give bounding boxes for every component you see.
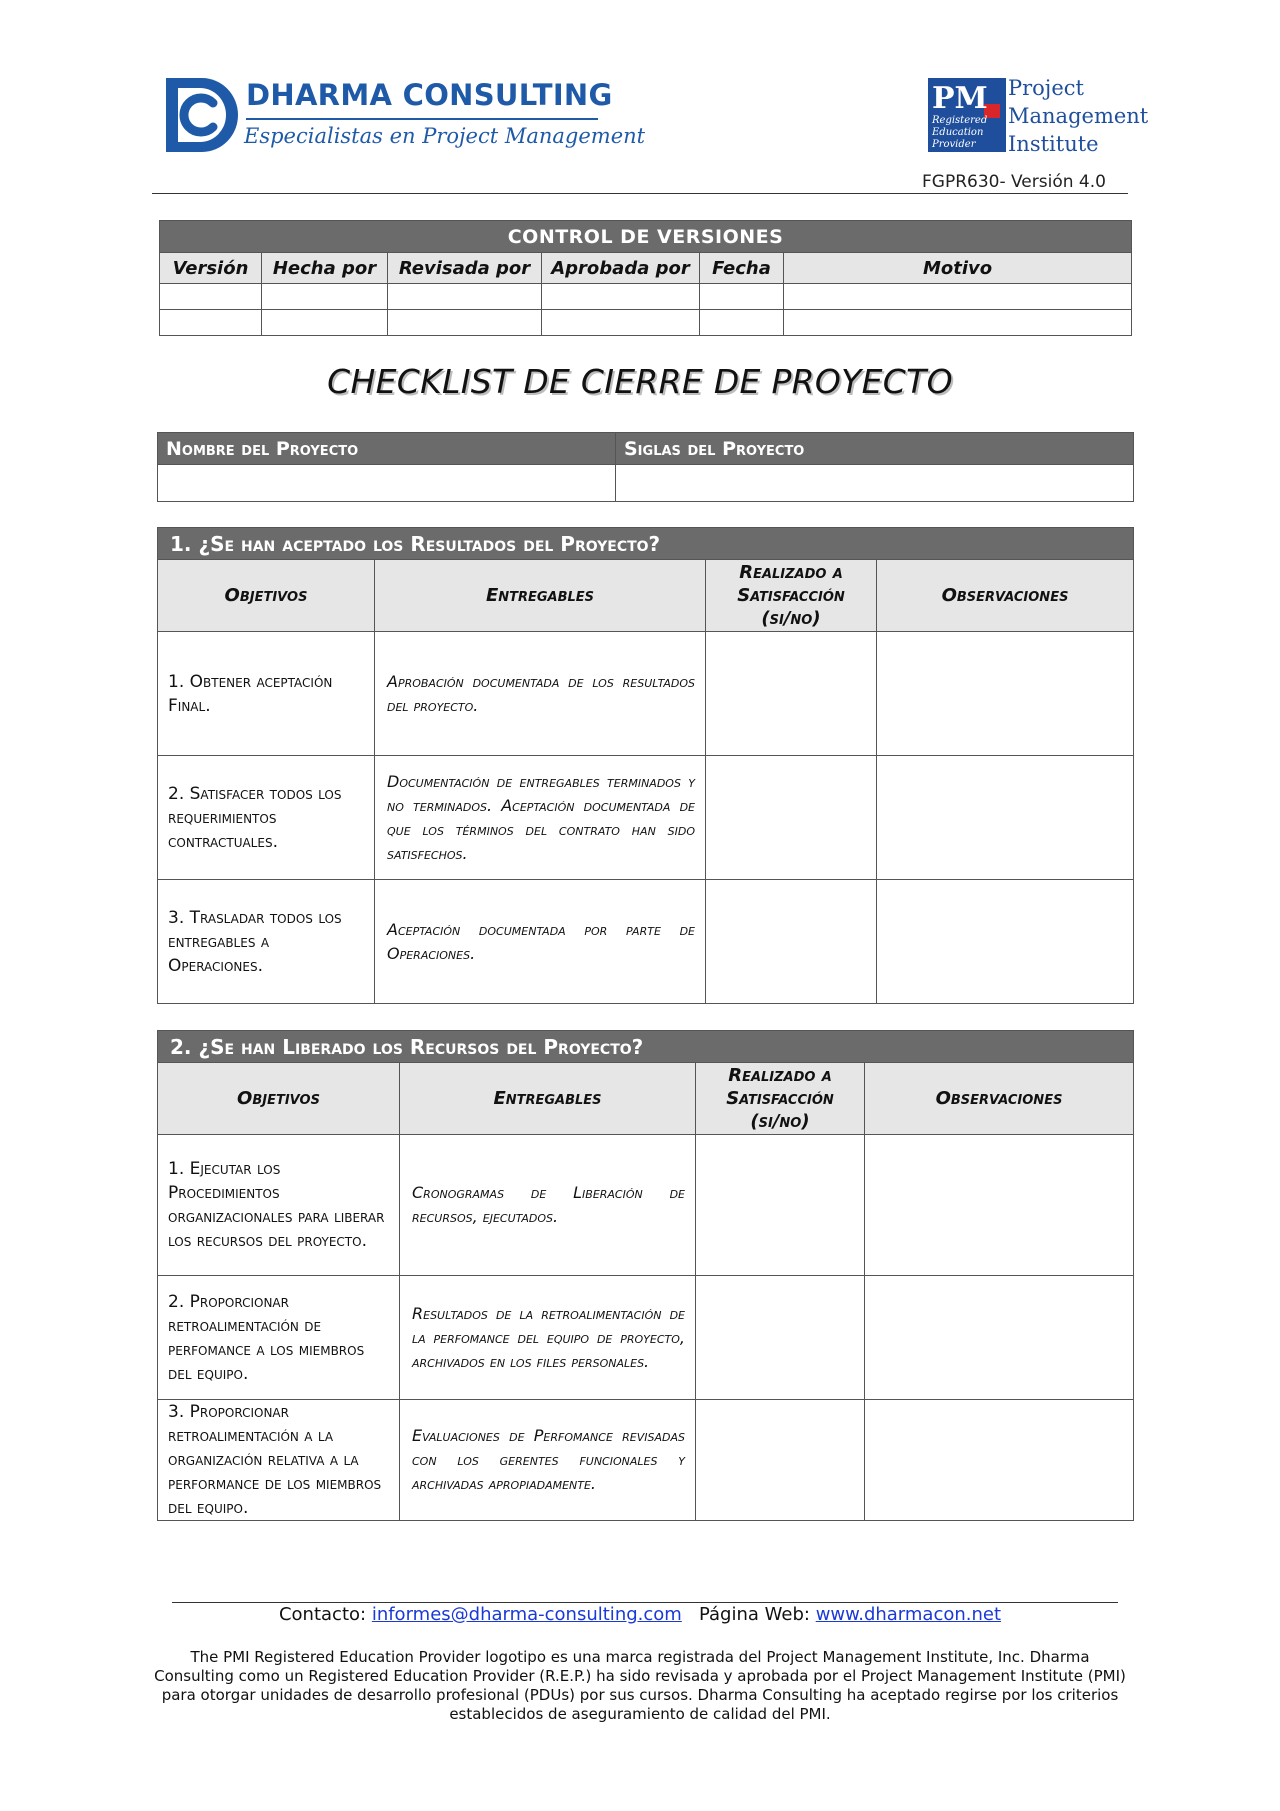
satisfaction-cell[interactable] bbox=[706, 880, 877, 1004]
section-1-title: 1. ¿Se han aceptado los Resultados del Proyecto? bbox=[158, 528, 1134, 560]
col-reviewed-by: Revisada por bbox=[388, 253, 542, 284]
version-cell[interactable] bbox=[262, 310, 388, 336]
col-observations: Observaciones bbox=[865, 1063, 1134, 1135]
satisfaction-cell[interactable] bbox=[706, 632, 877, 756]
col-made-by: Hecha por bbox=[262, 253, 388, 284]
col-date: Fecha bbox=[700, 253, 784, 284]
col-objectives: Objetivos bbox=[158, 560, 375, 632]
pmi-badge-line-1: Registered bbox=[932, 115, 988, 126]
version-cell[interactable] bbox=[700, 284, 784, 310]
company-name: DHARMA CONSULTING bbox=[246, 78, 613, 112]
section-1-table bbox=[157, 527, 1134, 1004]
col-reason: Motivo bbox=[784, 253, 1132, 284]
col-approved-by: Aprobada por bbox=[542, 253, 700, 284]
brand-divider bbox=[246, 118, 598, 120]
version-cell[interactable] bbox=[784, 310, 1132, 336]
table-row bbox=[158, 880, 1134, 1004]
col-deliverables: Entregables bbox=[400, 1063, 696, 1135]
header-divider bbox=[152, 193, 1128, 194]
version-cell[interactable] bbox=[262, 284, 388, 310]
deliverable-cell: Resultados de la retroalimentación de la perfomance del equipo de proyecto, archivados en los files personales. bbox=[400, 1276, 696, 1400]
col-version: Versión bbox=[160, 253, 262, 284]
project-name-label: Nombre del Proyecto bbox=[158, 433, 616, 465]
contact-line bbox=[0, 1604, 1280, 1625]
section-2-title: 2. ¿Se han Liberado los Recursos del Proyecto? bbox=[158, 1031, 1134, 1063]
version-control-table bbox=[159, 220, 1132, 336]
objective-cell: 3. Trasladar todos los entregables a Operaciones. bbox=[158, 880, 375, 1004]
version-cell[interactable] bbox=[388, 310, 542, 336]
pmi-name-line-3: Institute bbox=[1008, 132, 1099, 156]
version-cell[interactable] bbox=[542, 310, 700, 336]
version-cell[interactable] bbox=[160, 284, 262, 310]
satisfaction-cell[interactable] bbox=[696, 1276, 865, 1400]
satisfaction-cell[interactable] bbox=[696, 1135, 865, 1276]
version-cell[interactable] bbox=[160, 310, 262, 336]
satisfaction-cell[interactable] bbox=[706, 756, 877, 880]
observation-cell[interactable] bbox=[865, 1400, 1134, 1521]
project-acronym-label: Siglas del Proyecto bbox=[616, 433, 1134, 465]
pmi-disclaimer: The PMI Registered Education Provider logotipo es una marca registrada del Project Management Institute, Inc. Dharma Consulting como un Registered Education Provider (R.E.P.) ha sido revisada y aprobada por el Project Management Institute (PMI) para otorgar unidades de desarrollo profesional (PDUs) por sus cursos. Dharma Consulting ha aceptado regirse por los criterios establecidos de aseguramiento de calidad del PMI. bbox=[154, 1648, 1126, 1723]
contact-label: Contacto: bbox=[278, 1604, 367, 1625]
col-satisfaction: Realizado a Satisfacción (si/no) bbox=[696, 1063, 865, 1135]
objective-cell: 2. Proporcionar retroalimentación de perfomance a los miembros del equipo. bbox=[158, 1276, 400, 1400]
table-row bbox=[158, 1135, 1134, 1276]
table-row bbox=[158, 632, 1134, 756]
web-label: Página Web: bbox=[698, 1604, 810, 1625]
document-code: FGPR630- Versión 4.0 bbox=[922, 172, 1106, 192]
objective-cell: 1. Ejecutar los Procedimientos organizacionales para liberar los recursos del proyecto. bbox=[158, 1135, 400, 1276]
section-2-table bbox=[157, 1030, 1134, 1521]
project-info-table bbox=[157, 432, 1134, 502]
dharma-logo-icon bbox=[164, 76, 240, 154]
project-acronym-field[interactable] bbox=[616, 465, 1134, 502]
observation-cell[interactable] bbox=[877, 756, 1134, 880]
version-control-title: CONTROL DE VERSIONES bbox=[160, 221, 1132, 253]
deliverable-cell: Aprobación documentada de los resultados del proyecto. bbox=[375, 632, 706, 756]
version-row bbox=[160, 310, 1132, 336]
satisfaction-cell[interactable] bbox=[696, 1400, 865, 1521]
footer-divider bbox=[172, 1602, 1118, 1603]
col-objectives: Objetivos bbox=[158, 1063, 400, 1135]
deliverable-cell: Cronogramas de Liberación de recursos, ejecutados. bbox=[400, 1135, 696, 1276]
company-tagline: Especialistas en Project Management bbox=[244, 124, 646, 148]
col-deliverables: Entregables bbox=[375, 560, 706, 632]
pmi-name-line-2: Management bbox=[1008, 104, 1149, 128]
objective-cell: 1. Obtener aceptación Final. bbox=[158, 632, 375, 756]
deliverable-cell: Documentación de entregables terminados y no terminados. Aceptación documentada de que los términos del contrato han sido satisfechos. bbox=[375, 756, 706, 880]
objective-cell: 3. Proporcionar retroalimentación a la organización relativa a la performance de los miembros del equipo. bbox=[158, 1400, 400, 1521]
observation-cell[interactable] bbox=[877, 632, 1134, 756]
project-name-field[interactable] bbox=[158, 465, 616, 502]
website-link[interactable]: www.dharmacon.net bbox=[815, 1604, 1002, 1625]
table-row bbox=[158, 1400, 1134, 1521]
version-cell[interactable] bbox=[700, 310, 784, 336]
pmi-name-line-1: Project bbox=[1008, 76, 1084, 100]
version-row bbox=[160, 284, 1132, 310]
pmi-name bbox=[1008, 74, 1148, 158]
observation-cell[interactable] bbox=[865, 1135, 1134, 1276]
contact-email-link[interactable]: informes@dharma-consulting.com bbox=[371, 1604, 682, 1625]
deliverable-cell: Evaluaciones de Perfomance revisadas con los gerentes funcionales y archivadas apropiadamente. bbox=[400, 1400, 696, 1521]
observation-cell[interactable] bbox=[877, 880, 1134, 1004]
table-row bbox=[158, 1276, 1134, 1400]
version-cell[interactable] bbox=[542, 284, 700, 310]
observation-cell[interactable] bbox=[865, 1276, 1134, 1400]
page-title: CHECKLIST DE CIERRE DE PROYECTO bbox=[327, 362, 953, 401]
pmi-logo-icon bbox=[928, 78, 1010, 154]
objective-cell: 2. Satisfacer todos los requerimientos contractuales. bbox=[158, 756, 375, 880]
version-cell[interactable] bbox=[388, 284, 542, 310]
version-cell[interactable] bbox=[784, 284, 1132, 310]
pmi-badge-line-2: Education bbox=[932, 127, 984, 138]
deliverable-cell: Aceptación documentada por parte de Operaciones. bbox=[375, 880, 706, 1004]
col-observations: Observaciones bbox=[877, 560, 1134, 632]
table-row bbox=[158, 756, 1134, 880]
pmi-badge-line-3: Provider bbox=[932, 139, 976, 150]
svg-text:PM: PM bbox=[932, 81, 988, 116]
col-satisfaction: Realizado a Satisfacción (si/no) bbox=[706, 560, 877, 632]
